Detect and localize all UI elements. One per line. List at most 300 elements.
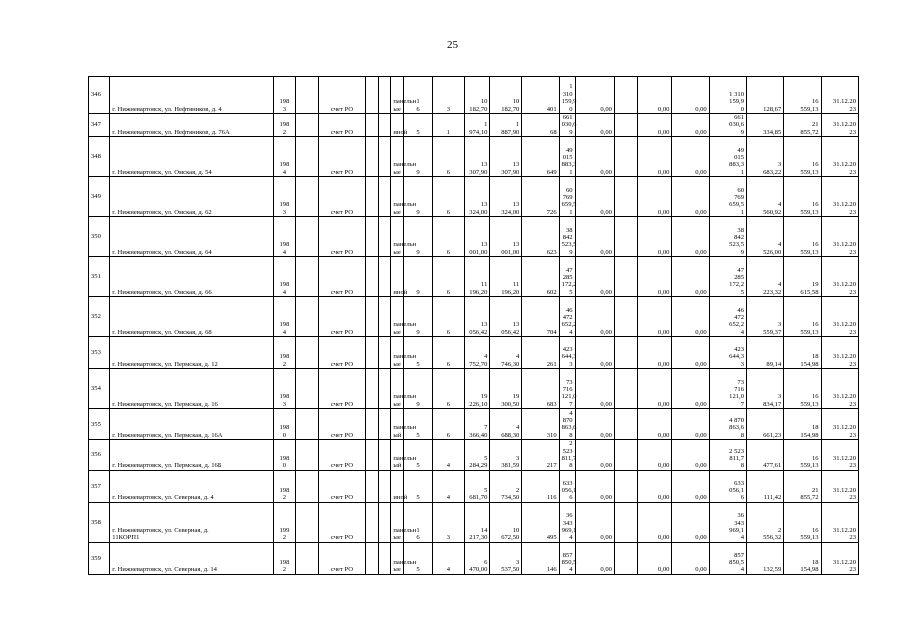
cost-cell: 0,00 — [638, 440, 672, 471]
specific-cost-cell: 661,23 — [747, 409, 784, 440]
account-cell: счет РО — [319, 137, 366, 177]
completion-date-cell: 31.12.20 23 — [821, 542, 858, 574]
residents-cell: 217 — [522, 440, 559, 471]
blank-cell — [295, 217, 318, 257]
row-number: 348 — [89, 137, 110, 177]
limit-cost-cell: 16 559,13 — [784, 502, 821, 542]
limit-cost-cell: 18 154,98 — [784, 337, 821, 369]
completion-date-cell: 31.12.20 23 — [821, 77, 858, 114]
account-cell: счет РО — [319, 217, 366, 257]
residents-cell: 261 — [522, 337, 559, 369]
completion-date-cell: 31.12.20 23 — [821, 337, 858, 369]
cost-cell: 0,00 — [672, 297, 709, 337]
wall-material-cell: панельн ый — [391, 440, 404, 471]
completion-date-cell: 31.12.20 23 — [821, 470, 858, 502]
cost-cell: 0,00 — [672, 337, 709, 369]
blank-cell — [614, 542, 637, 574]
living-area-cell: 10 182,70 — [490, 77, 522, 114]
total-area-cell: 13 307,90 — [464, 137, 490, 177]
wall-material-cell: панельн ые — [391, 217, 404, 257]
account-cell: счет РО — [319, 470, 366, 502]
total-area-cell: 13 001,00 — [464, 217, 490, 257]
blank-cell — [378, 257, 391, 297]
blank-cell — [614, 440, 637, 471]
blank-cell — [614, 114, 637, 137]
row-number: 354 — [89, 369, 110, 409]
address-cell: г. Нижневартовск, ул. Омская, д. 64 — [110, 217, 274, 257]
floors-cell: 9 — [404, 297, 433, 337]
entrances-cell: 6 — [432, 217, 464, 257]
cost-fund-cell: 4 870 863,6 8 — [709, 409, 746, 440]
completion-date-cell: 31.12.20 23 — [821, 297, 858, 337]
cost-cell: 0,00 — [638, 409, 672, 440]
completion-date-cell: 31.12.20 23 — [821, 137, 858, 177]
row-number: 357 — [89, 470, 110, 502]
completion-date-cell: 31.12.20 23 — [821, 177, 858, 217]
address-cell: г. Нижневартовск, ул. Пермская, д. 16Б — [110, 440, 274, 471]
blank-cell — [365, 502, 378, 542]
account-cell: счет РО — [319, 77, 366, 114]
year-cell: 199 2 — [274, 502, 295, 542]
entrances-cell: 6 — [432, 369, 464, 409]
table-row — [89, 337, 859, 369]
total-area-cell: 19 226,10 — [464, 369, 490, 409]
year-cell: 198 3 — [274, 369, 295, 409]
cost-total-cell: 2 523 811,7 8 — [559, 440, 575, 471]
limit-cost-cell: 16 559,13 — [784, 217, 821, 257]
limit-cost-cell: 16 559,13 — [784, 440, 821, 471]
specific-cost-cell: 3 683,22 — [747, 137, 784, 177]
cost-cell: 0,00 — [672, 217, 709, 257]
blank-cell — [378, 470, 391, 502]
cost-cell: 0,00 — [638, 77, 672, 114]
account-cell: счет РО — [319, 369, 366, 409]
account-cell: счет РО — [319, 409, 366, 440]
year-cell: 198 3 — [274, 177, 295, 217]
living-area-cell: 19 300,50 — [490, 369, 522, 409]
row-number: 349 — [89, 177, 110, 217]
completion-date-cell: 31.12.20 23 — [821, 502, 858, 542]
completion-date-cell: 31.12.20 23 — [821, 409, 858, 440]
residents-cell: 649 — [522, 137, 559, 177]
cost-fund-cell: 36 343 969,1 4 — [709, 502, 746, 542]
cost-cell: 0,00 — [638, 369, 672, 409]
cost-cell: 0,00 — [638, 470, 672, 502]
total-area-cell: 7 366,40 — [464, 409, 490, 440]
specific-cost-cell: 2 556,32 — [747, 502, 784, 542]
completion-date-cell: 31.12.20 23 — [821, 217, 858, 257]
floors-cell: 9 — [404, 177, 433, 217]
limit-cost-cell: 18 154,98 — [784, 542, 821, 574]
cost-cell: 0,00 — [672, 77, 709, 114]
year-cell: 198 2 — [274, 114, 295, 137]
blank-cell — [614, 77, 637, 114]
wall-material-cell: панельн ый — [391, 409, 404, 440]
living-area-cell: 3 537,50 — [490, 542, 522, 574]
completion-date-cell: 31.12.20 23 — [821, 114, 858, 137]
row-number: 352 — [89, 297, 110, 337]
residents-cell: 683 — [522, 369, 559, 409]
entrances-cell: 4 — [432, 542, 464, 574]
cost-cell: 0,00 — [575, 217, 614, 257]
limit-cost-cell: 18 154,98 — [784, 409, 821, 440]
entrances-cell: 4 — [432, 440, 464, 471]
year-cell: 198 0 — [274, 440, 295, 471]
residents-cell: 310 — [522, 409, 559, 440]
table-row — [89, 217, 859, 257]
specific-cost-cell: 128,67 — [747, 77, 784, 114]
table-row — [89, 297, 859, 337]
completion-date-cell: 31.12.20 23 — [821, 440, 858, 471]
cost-total-cell: 60 769 659,5 1 — [559, 177, 575, 217]
specific-cost-cell: 3 834,17 — [747, 369, 784, 409]
blank-cell — [295, 77, 318, 114]
cost-fund-cell: 38 842 523,5 9 — [709, 217, 746, 257]
blank-cell — [295, 114, 318, 137]
floors-cell: 5 — [404, 409, 433, 440]
living-area-cell: 11 196,20 — [490, 257, 522, 297]
blank-cell — [295, 440, 318, 471]
cost-cell: 0,00 — [575, 502, 614, 542]
address-cell: г. Нижневартовск, ул. Омская, д. 66 — [110, 257, 274, 297]
blank-cell — [614, 297, 637, 337]
cost-total-cell: 661 030,6 9 — [559, 114, 575, 137]
limit-cost-cell: 19 615,58 — [784, 257, 821, 297]
blank-cell — [295, 297, 318, 337]
table-row — [89, 470, 859, 502]
blank-cell — [378, 542, 391, 574]
residents-cell: 146 — [522, 542, 559, 574]
row-number: 353 — [89, 337, 110, 369]
residents-cell: 704 — [522, 297, 559, 337]
cost-cell: 0,00 — [638, 337, 672, 369]
blank-cell — [378, 217, 391, 257]
blank-cell — [378, 114, 391, 137]
entrances-cell: 6 — [432, 177, 464, 217]
total-area-cell: 5 284,29 — [464, 440, 490, 471]
cost-cell: 0,00 — [638, 297, 672, 337]
blank-cell — [614, 177, 637, 217]
blank-cell — [365, 77, 378, 114]
cost-cell: 0,00 — [672, 137, 709, 177]
cost-cell: 0,00 — [638, 217, 672, 257]
blank-cell — [295, 502, 318, 542]
living-area-cell: 10 672,50 — [490, 502, 522, 542]
limit-cost-cell: 16 559,13 — [784, 137, 821, 177]
table-row — [89, 502, 859, 542]
total-area-cell: 11 196,20 — [464, 257, 490, 297]
table-row — [89, 440, 859, 471]
row-number: 359 — [89, 542, 110, 574]
specific-cost-cell: 111,42 — [747, 470, 784, 502]
cost-total-cell: 36 343 969,1 4 — [559, 502, 575, 542]
blank-cell — [295, 257, 318, 297]
year-cell: 198 2 — [274, 470, 295, 502]
year-cell: 198 3 — [274, 77, 295, 114]
wall-material-cell: панельн ые — [391, 502, 404, 542]
table-row — [89, 177, 859, 217]
blank-cell — [378, 297, 391, 337]
blank-cell — [295, 409, 318, 440]
cost-cell: 0,00 — [672, 369, 709, 409]
blank-cell — [378, 177, 391, 217]
blank-cell — [365, 440, 378, 471]
table-row — [89, 137, 859, 177]
cost-cell: 0,00 — [575, 409, 614, 440]
wall-material-cell: иной — [391, 114, 404, 137]
blank-cell — [295, 542, 318, 574]
cost-cell: 0,00 — [575, 542, 614, 574]
residents-cell: 726 — [522, 177, 559, 217]
cost-cell: 0,00 — [672, 542, 709, 574]
address-cell: г. Нижневартовск, ул. Северная, д. 14 — [110, 542, 274, 574]
address-cell: г. Нижневартовск, ул. Омская, д. 54 — [110, 137, 274, 177]
specific-cost-cell: 4 526,00 — [747, 217, 784, 257]
cost-fund-cell: 73 716 121,0 7 — [709, 369, 746, 409]
wall-material-cell: панельн ые — [391, 297, 404, 337]
cost-cell: 0,00 — [575, 114, 614, 137]
account-cell: счет РО — [319, 440, 366, 471]
floors-cell: 5 — [404, 440, 433, 471]
table-row — [89, 369, 859, 409]
specific-cost-cell: 89,14 — [747, 337, 784, 369]
specific-cost-cell: 4 223,32 — [747, 257, 784, 297]
total-area-cell: 13 056,42 — [464, 297, 490, 337]
cost-total-cell: 857 850,5 4 — [559, 542, 575, 574]
cost-total-cell: 38 842 523,5 9 — [559, 217, 575, 257]
cost-cell: 0,00 — [672, 177, 709, 217]
row-number: 356 — [89, 440, 110, 471]
cost-total-cell: 1 310 159,9 0 — [559, 77, 575, 114]
living-area-cell: 2 734,50 — [490, 470, 522, 502]
cost-total-cell: 47 285 172,2 5 — [559, 257, 575, 297]
account-cell: счет РО — [319, 542, 366, 574]
cost-cell: 0,00 — [638, 177, 672, 217]
cost-cell: 0,00 — [575, 440, 614, 471]
blank-cell — [614, 409, 637, 440]
blank-cell — [378, 137, 391, 177]
residents-cell: 623 — [522, 217, 559, 257]
limit-cost-cell: 16 559,13 — [784, 77, 821, 114]
entrances-cell: 6 — [432, 257, 464, 297]
address-cell: г. Нижневартовск, ул. Пермская, д. 16 — [110, 369, 274, 409]
address-cell: г. Нижневартовск, ул. Омская, д. 62 — [110, 177, 274, 217]
housing-table — [88, 76, 859, 575]
table-row — [89, 409, 859, 440]
specific-cost-cell: 3 559,37 — [747, 297, 784, 337]
cost-cell: 0,00 — [575, 470, 614, 502]
blank-cell — [614, 257, 637, 297]
blank-cell — [614, 337, 637, 369]
blank-cell — [295, 337, 318, 369]
row-number: 346 — [89, 77, 110, 114]
wall-material-cell: панельн ые — [391, 369, 404, 409]
blank-cell — [378, 337, 391, 369]
cost-total-cell: 633 056,1 6 — [559, 470, 575, 502]
blank-cell — [614, 217, 637, 257]
cost-cell: 0,00 — [638, 114, 672, 137]
cost-cell: 0,00 — [638, 502, 672, 542]
living-area-cell: 3 381,59 — [490, 440, 522, 471]
cost-cell: 0,00 — [672, 470, 709, 502]
cost-cell: 0,00 — [638, 137, 672, 177]
entrances-cell: 4 — [432, 470, 464, 502]
blank-cell — [365, 114, 378, 137]
blank-cell — [614, 470, 637, 502]
cost-cell: 0,00 — [575, 137, 614, 177]
floors-cell: 5 — [404, 470, 433, 502]
cost-total-cell: 46 472 652,2 4 — [559, 297, 575, 337]
address-cell: г. Нижневартовск, ул. Нефтяников, д. 76А — [110, 114, 274, 137]
year-cell: 198 2 — [274, 337, 295, 369]
row-number: 347 — [89, 114, 110, 137]
blank-cell — [365, 470, 378, 502]
cost-total-cell: 423 644,3 3 — [559, 337, 575, 369]
limit-cost-cell: 16 559,13 — [784, 369, 821, 409]
entrances-cell: 6 — [432, 337, 464, 369]
year-cell: 198 4 — [274, 217, 295, 257]
specific-cost-cell: 334,85 — [747, 114, 784, 137]
entrances-cell: 3 — [432, 502, 464, 542]
limit-cost-cell: 16 559,13 — [784, 177, 821, 217]
specific-cost-cell: 477,61 — [747, 440, 784, 471]
entrances-cell: 1 — [432, 114, 464, 137]
cost-fund-cell: 47 285 172,2 5 — [709, 257, 746, 297]
living-area-cell: 4 746,30 — [490, 337, 522, 369]
blank-cell — [295, 369, 318, 409]
cost-cell: 0,00 — [575, 337, 614, 369]
blank-cell — [614, 137, 637, 177]
limit-cost-cell: 21 855,72 — [784, 114, 821, 137]
blank-cell — [378, 502, 391, 542]
cost-fund-cell: 857 850,5 4 — [709, 542, 746, 574]
cost-cell: 0,00 — [575, 369, 614, 409]
living-area-cell: 13 056,42 — [490, 297, 522, 337]
wall-material-cell: панельн ые — [391, 542, 404, 574]
blank-cell — [365, 542, 378, 574]
blank-cell — [295, 470, 318, 502]
total-area-cell: 1 974,10 — [464, 114, 490, 137]
blank-cell — [365, 217, 378, 257]
blank-cell — [365, 409, 378, 440]
address-cell: г. Нижневартовск, ул. Пермская, д. 12 — [110, 337, 274, 369]
cost-fund-cell: 423 644,3 3 — [709, 337, 746, 369]
cost-fund-cell: 60 769 659,5 1 — [709, 177, 746, 217]
entrances-cell: 3 — [432, 77, 464, 114]
living-area-cell: 13 307,90 — [490, 137, 522, 177]
blank-cell — [378, 440, 391, 471]
account-cell: счет РО — [319, 257, 366, 297]
floors-cell: 5 — [404, 542, 433, 574]
floors-cell: 9 — [404, 257, 433, 297]
completion-date-cell: 31.12.20 23 — [821, 257, 858, 297]
floors-cell: 1 6 — [404, 77, 433, 114]
table-row — [89, 114, 859, 137]
year-cell: 198 0 — [274, 409, 295, 440]
cost-fund-cell: 2 523 811,7 8 — [709, 440, 746, 471]
table-row — [89, 257, 859, 297]
cost-cell: 0,00 — [672, 440, 709, 471]
blank-cell — [365, 137, 378, 177]
cost-cell: 0,00 — [575, 297, 614, 337]
cost-cell: 0,00 — [575, 177, 614, 217]
total-area-cell: 6 470,00 — [464, 542, 490, 574]
total-area-cell: 5 681,70 — [464, 470, 490, 502]
cost-cell: 0,00 — [672, 257, 709, 297]
total-area-cell: 10 182,70 — [464, 77, 490, 114]
living-area-cell: 13 324,00 — [490, 177, 522, 217]
floors-cell: 9 — [404, 369, 433, 409]
blank-cell — [378, 409, 391, 440]
cost-total-cell: 4 870 863,6 8 — [559, 409, 575, 440]
specific-cost-cell: 4 560,92 — [747, 177, 784, 217]
address-cell: г. Нижневартовск, ул. Северная, д. 4 — [110, 470, 274, 502]
cost-cell: 0,00 — [575, 77, 614, 114]
residents-cell: 602 — [522, 257, 559, 297]
living-area-cell: 1 887,90 — [490, 114, 522, 137]
cost-cell: 0,00 — [672, 502, 709, 542]
account-cell: счет РО — [319, 337, 366, 369]
row-number: 351 — [89, 257, 110, 297]
cost-total-cell: 49 015 883,3 1 — [559, 137, 575, 177]
living-area-cell: 4 688,30 — [490, 409, 522, 440]
entrances-cell: 6 — [432, 137, 464, 177]
blank-cell — [365, 369, 378, 409]
blank-cell — [365, 297, 378, 337]
floors-cell: 9 — [404, 137, 433, 177]
account-cell: счет РО — [319, 297, 366, 337]
year-cell: 198 4 — [274, 257, 295, 297]
total-area-cell: 13 324,00 — [464, 177, 490, 217]
blank-cell — [378, 369, 391, 409]
blank-cell — [614, 369, 637, 409]
address-cell: г. Нижневартовск, ул. Пермская, д. 16А — [110, 409, 274, 440]
wall-material-cell: иной — [391, 470, 404, 502]
residents-cell: 116 — [522, 470, 559, 502]
cost-cell: 0,00 — [672, 409, 709, 440]
year-cell: 198 4 — [274, 297, 295, 337]
account-cell: счет РО — [319, 177, 366, 217]
floors-cell: 5 — [404, 337, 433, 369]
wall-material-cell: иной — [391, 257, 404, 297]
cost-cell: 0,00 — [638, 542, 672, 574]
page-number: 25 — [447, 39, 458, 51]
residents-cell: 495 — [522, 502, 559, 542]
cost-cell: 0,00 — [638, 257, 672, 297]
entrances-cell: 6 — [432, 409, 464, 440]
floors-cell: 1 6 — [404, 502, 433, 542]
floors-cell: 5 — [404, 114, 433, 137]
cost-fund-cell: 1 310 159,9 0 — [709, 77, 746, 114]
cost-fund-cell: 633 056,1 6 — [709, 470, 746, 502]
wall-material-cell: панельн ые — [391, 337, 404, 369]
completion-date-cell: 31.12.20 23 — [821, 369, 858, 409]
total-area-cell: 14 217,30 — [464, 502, 490, 542]
entrances-cell: 6 — [432, 297, 464, 337]
residents-cell: 401 — [522, 77, 559, 114]
limit-cost-cell: 16 559,13 — [784, 297, 821, 337]
specific-cost-cell: 132,59 — [747, 542, 784, 574]
cost-cell: 0,00 — [672, 114, 709, 137]
row-number: 355 — [89, 409, 110, 440]
cost-fund-cell: 46 472 652,2 4 — [709, 297, 746, 337]
wall-material-cell: панельн ые — [391, 137, 404, 177]
residents-cell: 68 — [522, 114, 559, 137]
year-cell: 198 4 — [274, 137, 295, 177]
account-cell: счет РО — [319, 114, 366, 137]
blank-cell — [295, 177, 318, 217]
cost-cell: 0,00 — [575, 257, 614, 297]
